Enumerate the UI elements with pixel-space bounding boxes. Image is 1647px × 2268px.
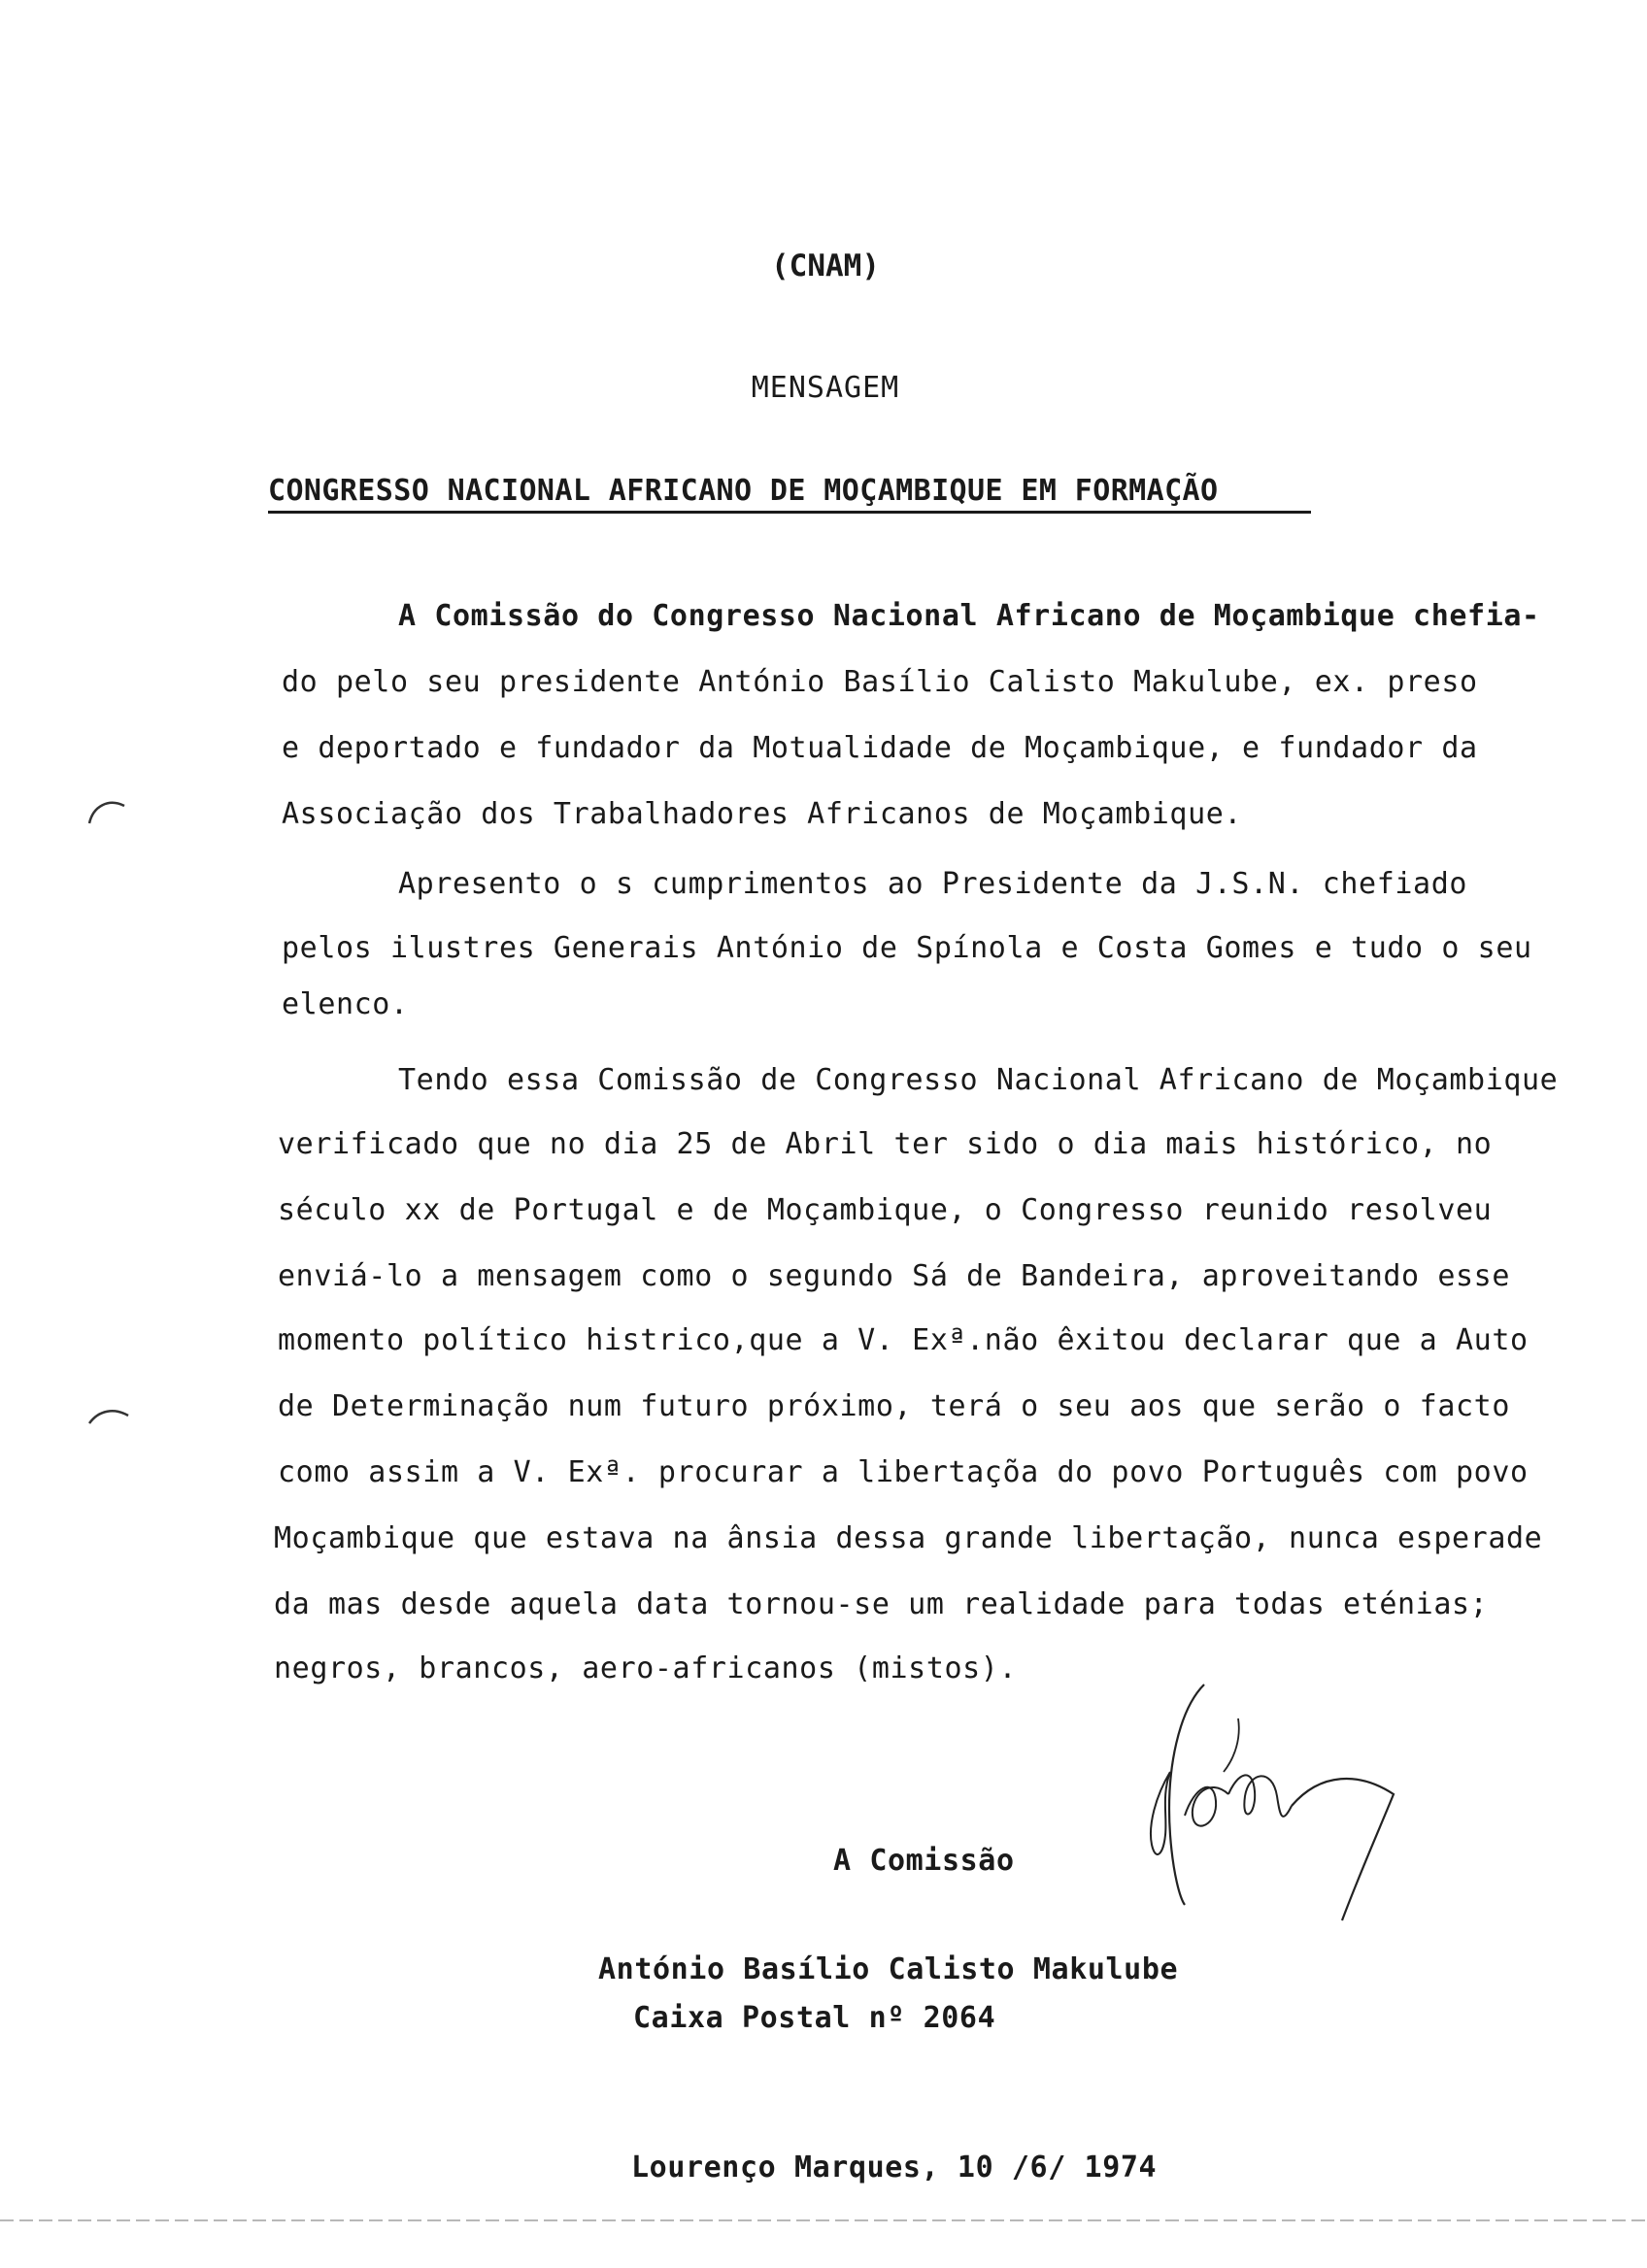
body-line: da mas desde aquela data tornou-se um realidade para todas eténias;	[274, 1587, 1489, 1621]
committee-label: A Comissão	[833, 1844, 1015, 1878]
body-line: do pelo seu presidente António Basílio Calisto Makulube, ex. preso	[282, 665, 1478, 699]
body-line: e deportado e fundador da Motualidade de Moçambique, e fundador da	[282, 731, 1478, 765]
body-line: pelos ilustres Generais António de Spínola e Costa Gomes e tudo o seu	[282, 931, 1532, 965]
margin-mark	[85, 794, 128, 827]
body-line: momento político histrico,que a V. Exª.não êxitou declarar que a Auto	[278, 1323, 1529, 1357]
acronym: (CNAM)	[771, 249, 880, 284]
body-line: A Comissão do Congresso Nacional Africano de Moçambique chefia-	[398, 599, 1540, 633]
body-line: de Determinação num futuro próximo, terá o seu aos que serão o facto	[278, 1389, 1510, 1423]
scan-edge-line	[0, 2219, 1647, 2221]
body-line: Moçambique que estava na ânsia dessa grande libertação, nunca esperade	[274, 1521, 1543, 1555]
handwritten-signature	[1126, 1680, 1418, 1942]
body-line: como assim a V. Exª. procurar a libertaçõa do povo Português com povo	[278, 1455, 1529, 1489]
postal-box: Caixa Postal nº 2064	[633, 2001, 996, 2035]
title-underline	[268, 511, 1311, 514]
place-date: Lourenço Marques, 10 /6/ 1974	[631, 2151, 1158, 2185]
body-line: Apresento o s cumprimentos ao Presidente da J.S.N. chefiado	[398, 867, 1468, 901]
body-line: Associação dos Trabalhadores Africanos de Moçambique.	[282, 797, 1243, 831]
message-heading: MENSAGEM	[751, 371, 900, 405]
signatory-name: António Basílio Calisto Makulube	[598, 1952, 1179, 1986]
congress-title: CONGRESSO NACIONAL AFRICANO DE MOÇAMBIQUE EM FORMAÇÃO	[268, 474, 1219, 508]
body-line: Tendo essa Comissão de Congresso Nacional Africano de Moçambique	[398, 1063, 1559, 1097]
body-line: verificado que no dia 25 de Abril ter sido o dia mais histórico, no	[278, 1127, 1493, 1161]
body-line: enviá-lo a mensagem como o segundo Sá de Bandeira, aproveitando esse	[278, 1259, 1510, 1293]
margin-mark	[85, 1404, 132, 1427]
body-line: elenco.	[282, 987, 409, 1021]
body-line: negros, brancos, aero-africanos (mistos).	[274, 1651, 1018, 1685]
body-line: século xx de Portugal e de Moçambique, o Congresso reunido resolveu	[278, 1193, 1493, 1227]
